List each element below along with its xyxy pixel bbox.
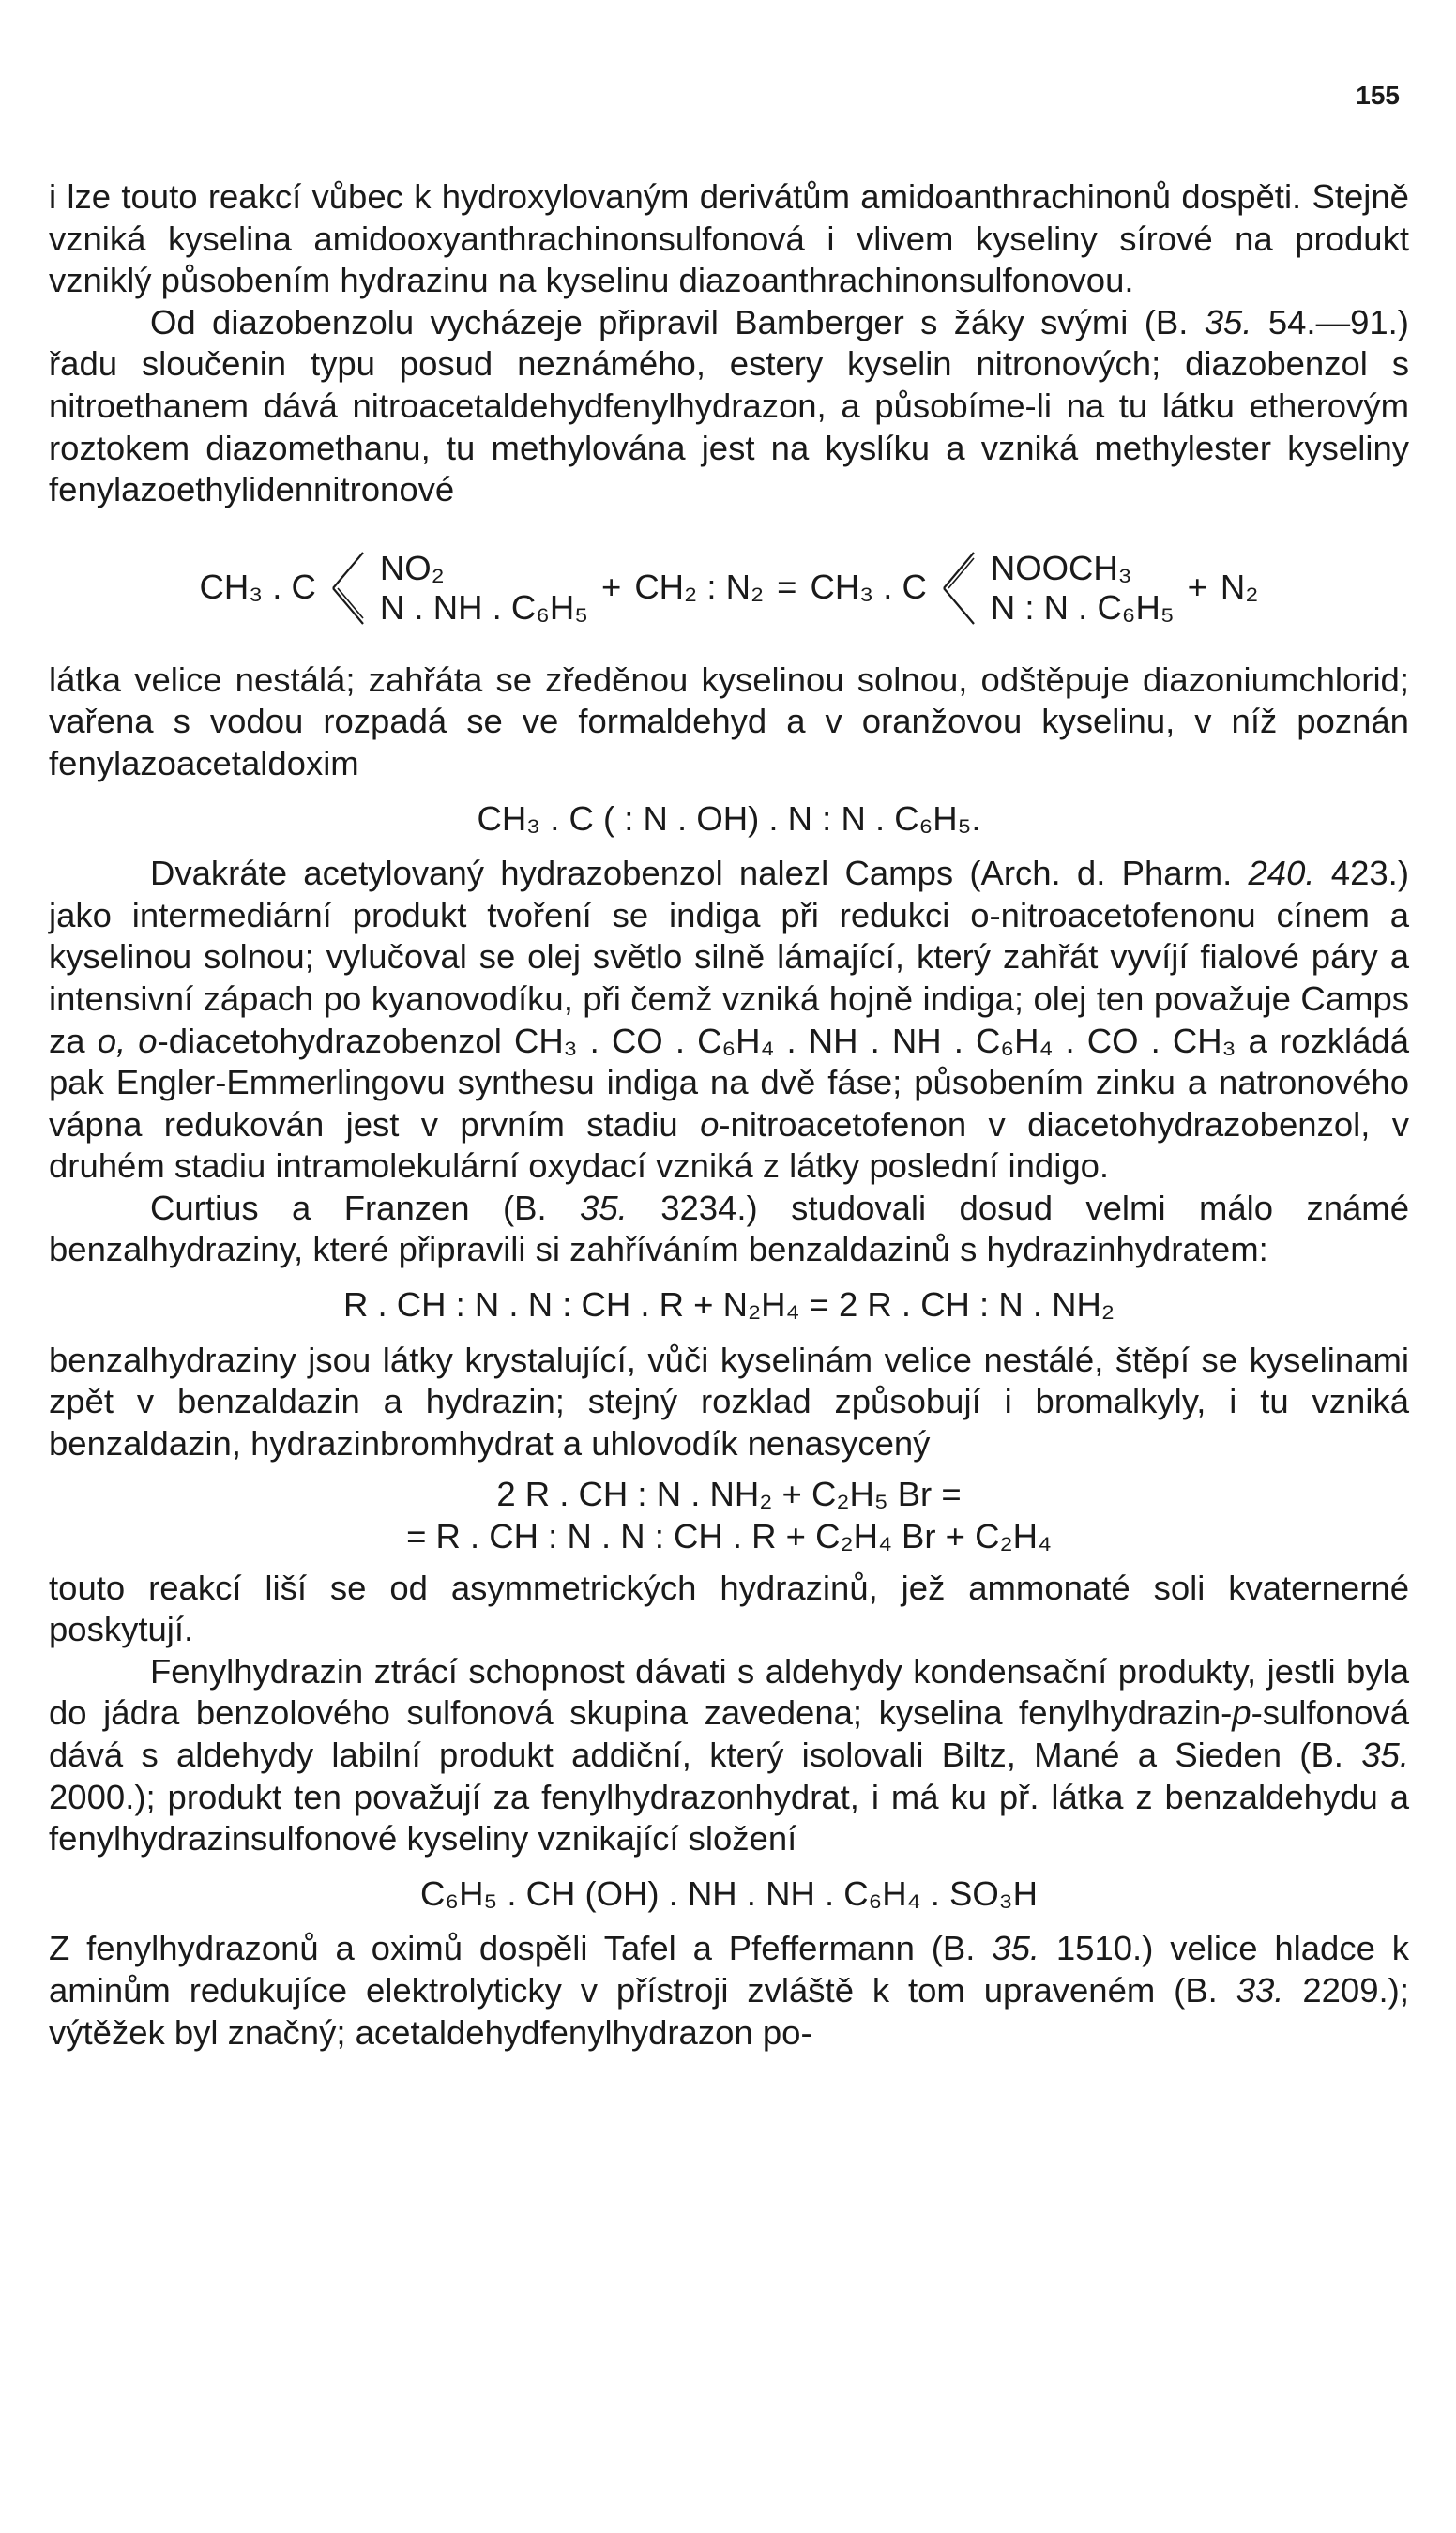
paragraph: benzalhydraziny jsou látky krystalující, vůči kyselinám velice nestálé, štěpí se kyselinami zpět v benzaldazin a hydrazin; stejný rozklad způsobují i bromalkyly, i tu vzniká benzaldazin, hydrazinbromhydrat a uhlovodík nenasycený: [49, 1340, 1409, 1463]
product-nitrogen: N₂: [1220, 568, 1259, 607]
text: 423.) jako intermediární produkt tvoření se indiga při redukci o-nitroacetofenonu cínem a kyselinou solnou; vylučoval se olej světlo silně lámající, který zahřát vyvíjí fialové páry a intensivní zápach po kyanovodíku, při čemž vzniká hojně indiga; olej ten považuje Camps za: [49, 854, 1409, 1060]
paragraph: i lze touto reakcí vůbec k hydroxylovaným derivátům amidoanthrachinonů dospěti. Stejně vzniká kyselina amidooxyanthrachinonsulfonová i vlivem kyseliny sírové na produkt vzniklý působením hydrazinu na kyselinu diazoanthrachinonsulfonovou.: [49, 177, 1409, 300]
text: Curtius a Franzen (B.: [150, 1188, 547, 1227]
branch-bond-icon: [329, 543, 367, 633]
text: -sulfonová dává s aldehydy labilní produkt addiční, který isolovali Biltz, Mané a Sieden (B.: [49, 1693, 1409, 1774]
paragraph: [49, 1928, 1409, 2054]
page-number: 155: [1356, 81, 1400, 110]
text: 1510.) velice hladce k aminům redukujíce elektrolyticky v přístroji zvláště k tom upraveném (B.: [49, 1929, 1409, 2010]
plus-sign: +: [601, 568, 622, 607]
page-body: [49, 176, 1409, 2054]
formula-decomposition: [49, 1474, 1409, 1557]
text: -diacetohydrazobenzol CH₃ . CO . C₆H₄ . NH . NH . C₆H₄ . CO . CH₃ a rozkládá pak Engler-Emmerlingovu synthesu indiga na dvě fáse; působením zinku a natronového vápna redukován jest v prvním stadiu: [49, 1021, 1409, 1144]
text: Z fenylhydrazonů a oximů dospěli Tafel a Pfeffermann (B.: [49, 1929, 976, 1968]
italic-prefix: o, o: [97, 1021, 158, 1060]
branch-top: NO₂: [379, 548, 445, 587]
formula-oxime: CH₃ . C ( : N . OH) . N : N . C₆H₅.: [477, 798, 981, 838]
paragraph: [49, 1188, 1409, 1271]
formula-reaction: [49, 524, 1409, 652]
product-stem: CH₃ . C: [810, 568, 927, 607]
text: 3234.) studovali dosud velmi málo známé benzalhydraziny, které připravili si zahříváním benzaldazinů s hydrazinhydratem:: [49, 1188, 1410, 1269]
formula-line: 2 R . CH : N . NH₂ + C₂H₅ Br =: [496, 1475, 962, 1514]
text: 2209.); výtěžek byl značný; acetaldehydfenylhydrazon po-: [49, 1970, 1409, 2052]
volume-ref: 35.: [992, 1929, 1040, 1968]
reactant-stem: CH₃ . C: [199, 568, 316, 607]
formula-benzalhydrazine: R . CH : N . N : CH . R + N₂H₄ = 2 R . CH : N . NH₂: [343, 1285, 1115, 1325]
paragraph: [49, 302, 1409, 511]
paragraph: [49, 1651, 1409, 1860]
volume-ref: 240.: [1248, 854, 1315, 893]
volume-ref: 35.: [1361, 1736, 1409, 1774]
text: Dvakráte acetylovaný hydrazobenzol nalezl Camps (Arch. d. Pharm.: [150, 854, 1233, 893]
text: Fenylhydrazin ztrácí schopnost dávati s aldehydy kondensační produkty, jestli byla do jádra benzolového sulfonová skupina zavedena; kyselina fenylhydrazin-: [49, 1651, 1409, 1733]
volume-ref: 35.: [580, 1188, 628, 1227]
text: 2000.); produkt ten považují za fenylhydrazonhydrat, i má ku př. látka z benzaldehydu a fenylhydrazinsulfonové kyseliny vznikající složení: [49, 1777, 1409, 1858]
text: -nitroacetofenon v diacetohydrazobenzol, v druhém stadiu intramolekulární oxydací vzniká z látky poslední indigo.: [49, 1104, 1409, 1186]
product-branches: [991, 549, 1175, 628]
plus-sign: +: [1187, 568, 1207, 607]
volume-ref: 35.: [1204, 302, 1252, 341]
formula-line: = R . CH : N . N : CH . R + C₂H₄ Br + C₂H₄: [406, 1517, 1052, 1556]
text: Od diazobenzolu vycházeje připravil Bamberger s žáky svými (B.: [150, 302, 1189, 341]
volume-ref: 33.: [1236, 1970, 1284, 2010]
branch-bottom: N . NH . C₆H₅: [379, 587, 588, 627]
paragraph: touto reakcí liší se od asymmetrických hydrazinů, jež ammonaté soli kvaternerné poskytují.: [49, 1568, 1409, 1649]
reagent: CH₂ : N₂: [634, 568, 765, 607]
equals-sign: =: [777, 568, 797, 607]
italic-prefix: p: [1232, 1693, 1251, 1733]
branch-bond-icon: [940, 543, 978, 633]
branch-bottom: N : N . C₆H₅: [990, 587, 1175, 627]
branch-top: NOOCH₃: [990, 548, 1132, 587]
paragraph: [49, 853, 1409, 1188]
text: 54.—91.) řadu sloučenin typu posud neznámého, estery kyselin nitronových; diazobenzol s nitroethanem dává nitroacetaldehydfenylhydrazon, a působíme-li na tu látku etherovým roztokem diazomethanu, tu methylována jest na kyslíku a vzniká methylester kyseliny fenylazoethylidennitronové: [49, 302, 1409, 509]
italic-prefix: o: [700, 1104, 720, 1144]
reactant-branches: [380, 549, 588, 628]
formula-sulfonic: C₆H₅ . CH (OH) . NH . NH . C₆H₄ . SO₃H: [420, 1873, 1038, 1913]
paragraph: látka velice nestálá; zahřáta se zředěnou kyselinou solnou, odštěpuje diazoniumchlorid; vařena s vodou rozpadá se ve formaldehyd a v oranžovou kyselinu, v níž poznán fenylazoacetaldoxim: [49, 660, 1409, 782]
